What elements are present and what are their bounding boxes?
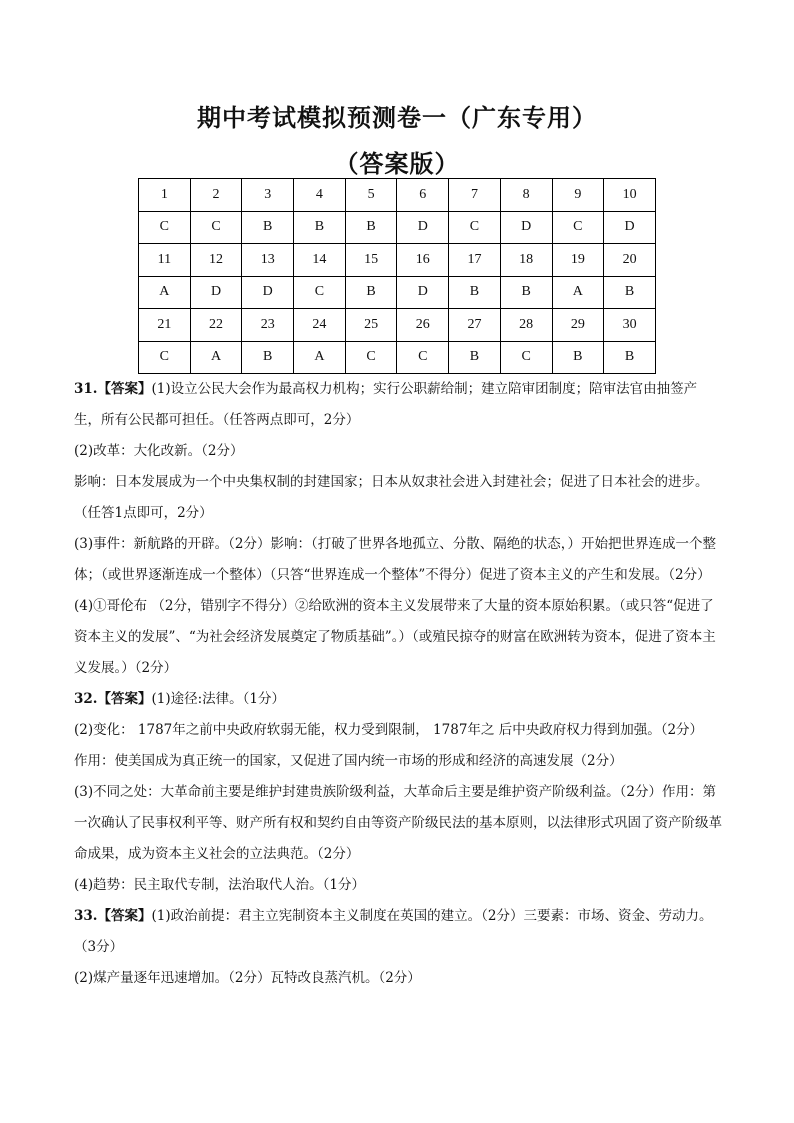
answer-cell: C	[139, 341, 191, 374]
answer-cell: D	[397, 276, 449, 309]
question-number-cell: 17	[449, 244, 501, 277]
answer-cell: B	[345, 211, 397, 244]
question-number-cell: 29	[552, 309, 604, 342]
q32-label: 32.【答案】	[74, 691, 152, 707]
q31-part-2: (2)改革：大化改新。（2分）	[74, 443, 244, 459]
answer-cell: B	[500, 276, 552, 309]
question-number-cell: 2	[190, 179, 242, 212]
question-number-cell: 18	[500, 244, 552, 277]
answer-cell: D	[500, 211, 552, 244]
question-number-cell: 22	[190, 309, 242, 342]
question-number-cell: 15	[345, 244, 397, 277]
answer-text	[74, 374, 724, 994]
question-number-cell: 13	[242, 244, 294, 277]
answer-cell: D	[397, 211, 449, 244]
question-number-cell: 10	[604, 179, 656, 212]
table-row	[139, 244, 656, 277]
question-number-cell: 25	[345, 309, 397, 342]
question-number-cell: 3	[242, 179, 294, 212]
question-number-cell: 14	[294, 244, 346, 277]
q31-part-4: (4)①哥伦布 （2分，错别字不得分）②给欧洲的资本主义发展带来了大量的资本原始积累。（或只答“促进了资本主义的发展”、“为社会经济发展奠定了物质基础”。）（或殖民掠夺的财富在欧洲转为资本，促进了资本主义发展。）（2分）	[74, 598, 716, 676]
answer-cell: C	[500, 341, 552, 374]
answer-cell: B	[449, 341, 501, 374]
answer-cell: B	[604, 276, 656, 309]
answer-cell: B	[294, 211, 346, 244]
question-number-cell: 21	[139, 309, 191, 342]
answer-cell: A	[552, 276, 604, 309]
table-row	[139, 341, 656, 374]
answer-cell: B	[449, 276, 501, 309]
q33-part-2: (2)煤产量逐年迅速增加。（2分）瓦特改良蒸汽机。（2分）	[74, 970, 421, 986]
question-number-cell: 19	[552, 244, 604, 277]
answer-table	[138, 178, 656, 374]
table-row	[139, 179, 656, 212]
answer-cell: A	[294, 341, 346, 374]
question-number-cell: 24	[294, 309, 346, 342]
answer-cell: C	[449, 211, 501, 244]
answer-cell: C	[190, 211, 242, 244]
answer-cell: B	[242, 341, 294, 374]
answer-cell: B	[604, 341, 656, 374]
question-number-cell: 9	[552, 179, 604, 212]
q31-part-2-impact: 影响：日本发展成为一个中央集权制的封建国家；日本从奴隶社会进入封建社会；促进了日本社会的进步。（任答1点即可，2分）	[74, 474, 709, 521]
question-number-cell: 27	[449, 309, 501, 342]
answer-cell: B	[242, 211, 294, 244]
q32-part-2-effect: 作用：使美国成为真正统一的国家，又促进了国内统一市场的形成和经济的高速发展（2分）	[74, 753, 623, 769]
q32-part-2: (2)变化： 1787年之前中央政府软弱无能，权力受到限制， 1787年之 后中央政府权力得到加强。（2分）	[74, 722, 704, 738]
q31-paragraph-1	[74, 374, 724, 436]
answer-cell: D	[604, 211, 656, 244]
answer-cell: C	[139, 211, 191, 244]
q32-paragraph-1	[74, 684, 724, 715]
question-number-cell: 5	[345, 179, 397, 212]
question-number-cell: 6	[397, 179, 449, 212]
q32-part-4: (4)趋势：民主取代专制，法治取代人治。（1分）	[74, 877, 365, 893]
question-number-cell: 28	[500, 309, 552, 342]
table-row	[139, 276, 656, 309]
q31-label: 31.【答案】	[74, 381, 152, 397]
answer-cell: C	[345, 341, 397, 374]
question-number-cell: 20	[604, 244, 656, 277]
question-number-cell: 1	[139, 179, 191, 212]
question-number-cell: 30	[604, 309, 656, 342]
q32-part-1: (1)途径:法律。（1分）	[151, 691, 286, 707]
question-number-cell: 16	[397, 244, 449, 277]
answer-cell: C	[397, 341, 449, 374]
answer-cell: D	[242, 276, 294, 309]
q33-paragraph-1	[74, 901, 724, 963]
question-number-cell: 8	[500, 179, 552, 212]
answer-cell: B	[345, 276, 397, 309]
answer-cell: C	[552, 211, 604, 244]
table-row	[139, 309, 656, 342]
answer-cell: C	[294, 276, 346, 309]
q33-part-1: (1)政治前提：君主立宪制资本主义制度在英国的建立。（2分）三要素：市场、资金、劳动力。（3分）	[74, 908, 713, 955]
answer-cell: D	[190, 276, 242, 309]
question-number-cell: 26	[397, 309, 449, 342]
page-title: 期中考试模拟预测卷一（广东专用）	[197, 103, 597, 132]
question-number-cell: 11	[139, 244, 191, 277]
q33-label: 33.【答案】	[74, 908, 152, 924]
question-number-cell: 4	[294, 179, 346, 212]
answer-cell: A	[190, 341, 242, 374]
page-subtitle: （答案版）	[334, 149, 460, 178]
q32-part-3: (3)不同之处：大革命前主要是维护封建贵族阶级利益，大革命后主要是维护资产阶级利益。（2分）作用：第一次确认了民事权利平等、财产所有权和契约自由等资产阶级民法的基本原则，以法律形式巩固了资产阶级革命成果，成为资本主义社会的立法典范。（2分）	[74, 784, 722, 862]
answer-cell: B	[552, 341, 604, 374]
q31-part-3: (3)事件：新航路的开辟。（2分）影响：（打破了世界各地孤立、分散、隔绝的状态，）开始把世界连成一个整体；（或世界逐渐连成一个整体）（只答“世界连成一个整体”不得分）促进了资本主义的产生和发展。（2分）	[74, 536, 716, 583]
table-row	[139, 211, 656, 244]
question-number-cell: 7	[449, 179, 501, 212]
question-number-cell: 23	[242, 309, 294, 342]
question-number-cell: 12	[190, 244, 242, 277]
answer-cell: A	[139, 276, 191, 309]
q31-part-1: (1)设立公民大会作为最高权力机构；实行公职薪给制；建立陪审团制度；陪审法官由抽签产生，所有公民都可担任。（任答两点即可，2分）	[74, 381, 698, 428]
